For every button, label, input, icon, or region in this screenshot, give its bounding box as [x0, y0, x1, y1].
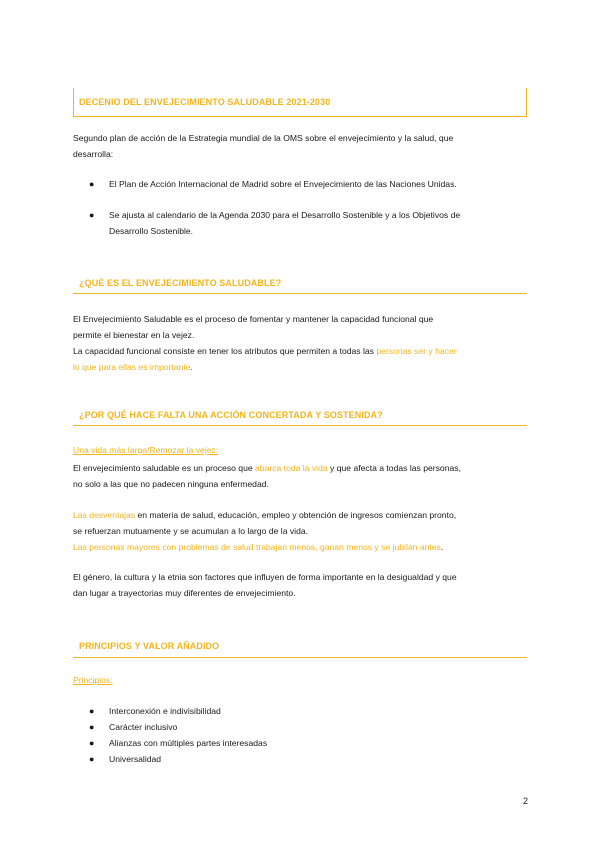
list-item: Universalidad [109, 754, 162, 764]
list-item: Se ajusta al calendario de la Agenda 2030 para el Desarrollo Sostenible y a los Objetivos de Desarrollo Sostenible. [109, 210, 461, 236]
bullet-icon: ● [89, 706, 95, 716]
section-divider [73, 293, 527, 294]
bullet-icon: ● [89, 179, 95, 189]
page-number: 2 [522, 796, 528, 806]
paragraph-por-que-1: El envejecimiento saludable es un proceso que abarca toda la vida y que afecta a todas las personas, no solo a las que no padecen ninguna enfermedad. [73, 463, 461, 489]
section-title-por-que: ¿POR QUÉ HACE FALTA UNA ACCIÓN CONCERTADA Y SOSTENIDA? [79, 410, 383, 420]
list-item: El Plan de Acción Internacional de Madrid sobre el Envejecimiento de las Naciones Unidas. [109, 179, 457, 189]
bullet-icon: ● [89, 722, 95, 732]
highlight-text: lo que para ellas es importante [73, 362, 191, 372]
paragraph-que-es-1: El Envejecimiento Saludable es el proceso de fomentar y mantener la capacidad funcional que permite el bienestar en la vejez. [73, 314, 434, 340]
paragraph-por-que-2: Las desventajas en materia de salud, educación, empleo y obtención de ingresos comienzan pronto, se refuerzan mutuamente y se acumulan a lo largo de la vida. Las personas mayores con problemas de salud trabajan menos, ganan menos y se jubilan antes. [73, 510, 457, 552]
bullet-icon: ● [89, 738, 95, 748]
paragraph-por-que-3: El género, la cultura y la etnia son factores que influyen de forma importante en la desigualdad y que dan lugar a trayectorias muy diferentes de envejecimiento. [73, 572, 457, 598]
subsection-title: Principios: [73, 675, 113, 685]
bullet-icon: ● [89, 754, 95, 764]
section-title-que-es: ¿QUÉ ES EL ENVEJECIMIENTO SALUDABLE? [79, 278, 282, 288]
section-divider [73, 657, 527, 658]
section-title-principios: PRINCIPIOS Y VALOR AÑADIDO [79, 641, 220, 651]
list-item: Alianzas con múltiples partes interesadas [109, 738, 268, 748]
section-title-decenio: DECENIO DEL ENVEJECIMIENTO SALUDABLE 2021-2030 [79, 97, 331, 107]
list-item: Interconexión e indivisibilidad [109, 706, 221, 716]
subsection-title: Una vida más larga/Remozar la vejez: [73, 445, 219, 455]
highlight-text: Las personas mayores con problemas de salud trabajan menos, ganan menos y se jubilan antes [73, 542, 441, 552]
bullet-icon: ● [89, 210, 95, 220]
highlight-text: Las desventajas [73, 510, 136, 520]
highlight-text: abarca toda la vida [255, 463, 328, 473]
list-item: Carácter inclusivo [109, 722, 178, 732]
paragraph-decenio-intro: Segundo plan de acción de la Estrategia mundial de la OMS sobre el envejecimiento y la salud, que desarrolla: [73, 133, 454, 159]
highlight-text: personas ser y hacer [376, 346, 457, 356]
paragraph-que-es-2: La capacidad funcional consiste en tener los atributos que permiten a todas las personas ser y hacer lo que para ellas es importante. [73, 346, 457, 372]
section-divider [73, 425, 527, 426]
